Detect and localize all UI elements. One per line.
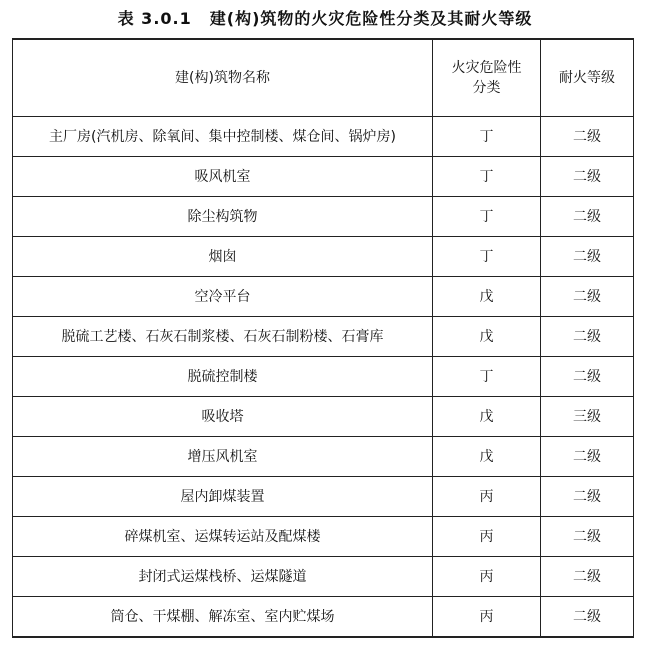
cell-building-name: 烟囱	[13, 237, 433, 277]
cell-hazard-class: 丙	[433, 477, 541, 517]
table-row	[13, 317, 634, 357]
table-row	[13, 197, 634, 237]
cell-fire-rating: 二级	[541, 317, 634, 357]
header-fire-hazard-class	[433, 39, 541, 117]
cell-building-name: 吸收塔	[13, 397, 433, 437]
cell-hazard-class: 丁	[433, 237, 541, 277]
cell-building-name: 空冷平台	[13, 277, 433, 317]
cell-building-name: 吸风机室	[13, 157, 433, 197]
cell-building-name: 脱硫工艺楼、石灰石制浆楼、石灰石制粉楼、石膏库	[13, 317, 433, 357]
cell-hazard-class: 丁	[433, 357, 541, 397]
table-row	[13, 357, 634, 397]
cell-fire-rating: 三级	[541, 397, 634, 437]
table-row	[13, 517, 634, 557]
cell-fire-rating: 二级	[541, 357, 634, 397]
cell-building-name: 主厂房(汽机房、除氧间、集中控制楼、煤仓间、锅炉房)	[13, 117, 433, 157]
cell-fire-rating: 二级	[541, 477, 634, 517]
cell-building-name: 增压风机室	[13, 437, 433, 477]
table-row	[13, 237, 634, 277]
table-row	[13, 557, 634, 597]
cell-fire-rating: 二级	[541, 117, 634, 157]
cell-hazard-class: 丙	[433, 557, 541, 597]
table-row	[13, 397, 634, 437]
table-row	[13, 117, 634, 157]
cell-building-name: 筒仓、干煤棚、解冻室、室内贮煤场	[13, 597, 433, 638]
cell-hazard-class: 丁	[433, 117, 541, 157]
header-row	[13, 39, 634, 117]
table-row	[13, 157, 634, 197]
cell-building-name: 封闭式运煤栈桥、运煤隧道	[13, 557, 433, 597]
fire-rating-table	[12, 38, 634, 638]
cell-hazard-class: 戊	[433, 317, 541, 357]
cell-hazard-class: 丙	[433, 517, 541, 557]
header-fire-resistance-rating: 耐火等级	[541, 39, 634, 117]
table-row	[13, 437, 634, 477]
cell-hazard-class: 戊	[433, 437, 541, 477]
table-row	[13, 277, 634, 317]
cell-hazard-class: 戊	[433, 397, 541, 437]
cell-building-name: 脱硫控制楼	[13, 357, 433, 397]
table-title	[0, 6, 650, 29]
table-number: 表 3.0.1	[117, 9, 192, 28]
cell-hazard-class: 丁	[433, 157, 541, 197]
cell-fire-rating: 二级	[541, 237, 634, 277]
cell-fire-rating: 二级	[541, 557, 634, 597]
cell-building-name: 除尘构筑物	[13, 197, 433, 237]
cell-fire-rating: 二级	[541, 277, 634, 317]
cell-building-name: 碎煤机室、运煤转运站及配煤楼	[13, 517, 433, 557]
header-building-name: 建(构)筑物名称	[13, 39, 433, 117]
cell-fire-rating: 二级	[541, 197, 634, 237]
cell-fire-rating: 二级	[541, 157, 634, 197]
table-row	[13, 477, 634, 517]
table-caption: 建(构)筑物的火灾危险性分类及其耐火等级	[209, 9, 533, 28]
cell-hazard-class: 戊	[433, 277, 541, 317]
cell-fire-rating: 二级	[541, 597, 634, 638]
cell-hazard-class: 丁	[433, 197, 541, 237]
cell-building-name: 屋内卸煤装置	[13, 477, 433, 517]
header-fire-hazard-line1: 火灾危险性	[451, 60, 522, 76]
table-row	[13, 597, 634, 638]
cell-fire-rating: 二级	[541, 437, 634, 477]
cell-hazard-class: 丙	[433, 597, 541, 638]
cell-fire-rating: 二级	[541, 517, 634, 557]
header-fire-hazard-line2: 分类	[472, 80, 501, 96]
